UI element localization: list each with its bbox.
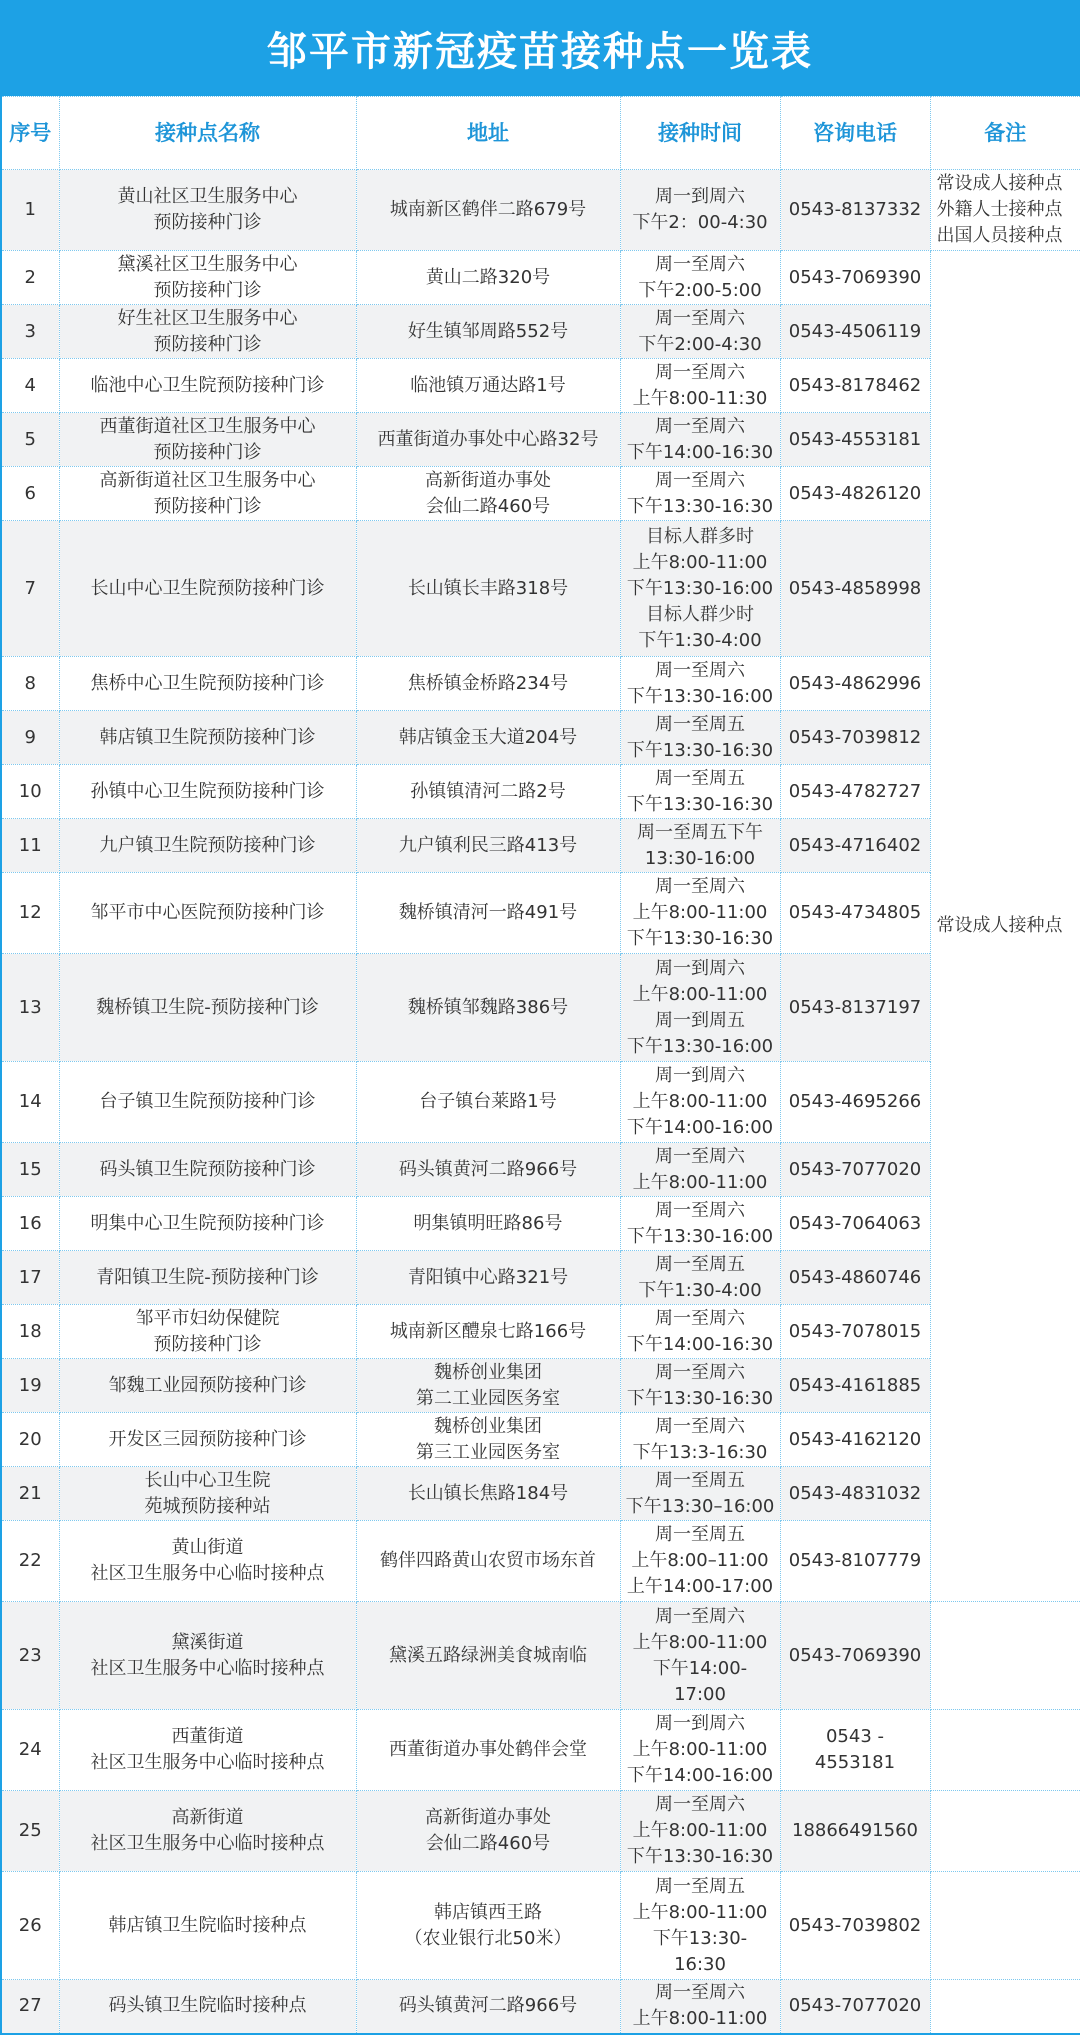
cell-seq: 19 [1,1359,59,1413]
cell-time: 目标人群多时 上午8:00-11:00 下午13:30-16:00 目标人群少时 下午1:30-4:00 [620,521,780,657]
cell-time: 周一到周六 上午8:00-11:00 下午14:00-16:00 [620,1710,780,1791]
cell-phone: 0543-7039812 [780,711,930,765]
cell-address: 魏桥创业集团 第三工业园医务室 [356,1413,620,1467]
cell-site-name: 好生社区卫生服务中心 预防接种门诊 [59,305,356,359]
cell-time: 周一至周五 上午8:00–11:00 上午14:00-17:00 [620,1521,780,1602]
cell-site-name: 临池中心卫生院预防接种门诊 [59,359,356,413]
cell-site-name: 邹平市中心医院预防接种门诊 [59,873,356,954]
table-row [1,251,1080,305]
cell-site-name: 长山中心卫生院 苑城预防接种站 [59,1467,356,1521]
cell-seq: 2 [1,251,59,305]
table-row [1,305,1080,359]
cell-seq: 23 [1,1602,59,1710]
cell-phone: 18866491560 [780,1791,930,1872]
cell-time: 周一至周六 下午13:30-16:00 [620,657,780,711]
cell-address: 孙镇镇清河二路2号 [356,765,620,819]
cell-address: 码头镇黄河二路966号 [356,1980,620,2034]
cell-address: 黄山二路320号 [356,251,620,305]
cell-seq: 22 [1,1521,59,1602]
page-title: 邹平市新冠疫苗接种点一览表 [0,0,1080,96]
cell-time: 周一至周六 上午8:00-11:00 下午13:30-16:30 [620,1791,780,1872]
table-row [1,1359,1080,1413]
cell-phone: 0543-4826120 [780,467,930,521]
cell-phone: 0543-7039802 [780,1872,930,1980]
cell-address: 城南新区鹤伴二路679号 [356,170,620,251]
table-row [1,711,1080,765]
cell-site-name: 西董街道社区卫生服务中心 预防接种门诊 [59,413,356,467]
cell-site-name: 邹平市妇幼保健院 预防接种门诊 [59,1305,356,1359]
cell-seq: 25 [1,1791,59,1872]
cell-address: 魏桥镇邹魏路386号 [356,954,620,1062]
cell-time: 周一至周六 下午14:00-16:30 [620,413,780,467]
cell-phone: 0543-4161885 [780,1359,930,1413]
cell-time: 周一至周五 下午13:30-16:30 [620,765,780,819]
cell-time: 周一至周五 下午13:30–16:00 [620,1467,780,1521]
cell-phone: 0543-4716402 [780,819,930,873]
cell-seq: 14 [1,1062,59,1143]
cell-site-name: 韩店镇卫生院预防接种门诊 [59,711,356,765]
table-row [1,819,1080,873]
cell-site-name: 长山中心卫生院预防接种门诊 [59,521,356,657]
cell-time: 周一至周六 上午8:00-11:00 下午13:30-16:30 [620,873,780,954]
table-row [1,1872,1080,1980]
cell-seq: 3 [1,305,59,359]
cell-phone: 0543-8107779 [780,1521,930,1602]
cell-site-name: 魏桥镇卫生院-预防接种门诊 [59,954,356,1062]
cell-note-empty [930,1791,1080,1872]
cell-address: 鹤伴四路黄山农贸市场东首 [356,1521,620,1602]
table-row [1,765,1080,819]
table-row [1,873,1080,954]
cell-seq: 4 [1,359,59,413]
table-row [1,521,1080,657]
header-address: 地址 [356,97,620,170]
cell-site-name: 码头镇卫生院预防接种门诊 [59,1143,356,1197]
header-time: 接种时间 [620,97,780,170]
cell-site-name: 黛溪街道 社区卫生服务中心临时接种点 [59,1602,356,1710]
cell-time: 周一至周五 下午1:30-4:00 [620,1251,780,1305]
cell-phone: 0543-7069390 [780,251,930,305]
cell-note: 常设成人接种点 外籍人士接种点 出国人员接种点 [930,170,1080,251]
cell-time: 周一到周六 下午2：00-4:30 [620,170,780,251]
cell-site-name: 九户镇卫生院预防接种门诊 [59,819,356,873]
table-header-row [1,97,1080,170]
table-row [1,467,1080,521]
cell-site-name: 黛溪社区卫生服务中心 预防接种门诊 [59,251,356,305]
header-phone: 咨询电话 [780,97,930,170]
table-row [1,1980,1080,2034]
cell-address: 台子镇台莱路1号 [356,1062,620,1143]
cell-address: 临池镇万通达路1号 [356,359,620,413]
cell-seq: 21 [1,1467,59,1521]
cell-seq: 26 [1,1872,59,1980]
table-row [1,1791,1080,1872]
table-row [1,359,1080,413]
cell-address: 码头镇黄河二路966号 [356,1143,620,1197]
cell-phone: 0543-4695266 [780,1062,930,1143]
header-notes: 备注 [930,97,1080,170]
cell-seq: 8 [1,657,59,711]
table-row [1,954,1080,1062]
cell-phone: 0543-7077020 [780,1980,930,2034]
cell-phone: 0543-8137332 [780,170,930,251]
cell-site-name: 明集中心卫生院预防接种门诊 [59,1197,356,1251]
cell-address: 魏桥镇清河一路491号 [356,873,620,954]
cell-time: 周一至周六 下午2:00-5:00 [620,251,780,305]
cell-phone: 0543-4782727 [780,765,930,819]
cell-address: 高新街道办事处 会仙二路460号 [356,1791,620,1872]
header-site-name: 接种点名称 [59,97,356,170]
cell-phone: 0543-4734805 [780,873,930,954]
cell-seq: 5 [1,413,59,467]
cell-time: 周一至周六 下午13:3-16:30 [620,1413,780,1467]
cell-phone: 0543-4553181 [780,413,930,467]
table-row [1,1467,1080,1521]
cell-address: 西董街道办事处鹤伴会堂 [356,1710,620,1791]
cell-time: 周一至周六 上午8:00-11:00 [620,1980,780,2034]
cell-site-name: 焦桥中心卫生院预防接种门诊 [59,657,356,711]
cell-seq: 24 [1,1710,59,1791]
cell-seq: 9 [1,711,59,765]
cell-note-empty [930,1710,1080,1791]
cell-time: 周一至周六 上午8:00-11:30 [620,359,780,413]
cell-address: 韩店镇西王路 （农业银行北50米） [356,1872,620,1980]
table-row [1,1602,1080,1710]
cell-phone: 0543-7064063 [780,1197,930,1251]
cell-address: 好生镇邹周路552号 [356,305,620,359]
cell-address: 高新街道办事处 会仙二路460号 [356,467,620,521]
cell-time: 周一至周五下午 13:30-16:00 [620,819,780,873]
cell-seq: 15 [1,1143,59,1197]
table-row [1,1413,1080,1467]
cell-address: 魏桥创业集团 第二工业园医务室 [356,1359,620,1413]
cell-phone: 0543-7077020 [780,1143,930,1197]
cell-address: 西董街道办事处中心路32号 [356,413,620,467]
cell-site-name: 西董街道 社区卫生服务中心临时接种点 [59,1710,356,1791]
cell-time: 周一至周五 上午8:00-11:00 下午13:30- 16:30 [620,1872,780,1980]
cell-time: 周一到周六 上午8:00-11:00 下午14:00-16:00 [620,1062,780,1143]
cell-time: 周一至周六 下午13:30-16:00 [620,1197,780,1251]
cell-seq: 7 [1,521,59,657]
table-row [1,1710,1080,1791]
cell-site-name: 邹魏工业园预防接种门诊 [59,1359,356,1413]
cell-phone: 0543-7069390 [780,1602,930,1710]
cell-address: 青阳镇中心路321号 [356,1251,620,1305]
cell-address: 焦桥镇金桥路234号 [356,657,620,711]
table-row [1,657,1080,711]
cell-seq: 18 [1,1305,59,1359]
cell-seq: 11 [1,819,59,873]
cell-seq: 27 [1,1980,59,2034]
cell-time: 周一至周六 上午8:00-11:00 [620,1143,780,1197]
cell-seq: 16 [1,1197,59,1251]
cell-site-name: 韩店镇卫生院临时接种点 [59,1872,356,1980]
cell-note-merged: 常设成人接种点 [930,251,1080,1602]
table-row [1,1521,1080,1602]
cell-seq: 12 [1,873,59,954]
header-seq: 序号 [1,97,59,170]
table-row [1,413,1080,467]
table-row [1,1062,1080,1143]
cell-time: 周一至周六 下午2:00-4:30 [620,305,780,359]
table-row [1,1197,1080,1251]
cell-address: 九户镇利民三路413号 [356,819,620,873]
cell-seq: 20 [1,1413,59,1467]
cell-note-empty [930,1872,1080,1980]
cell-time: 周一至周六 下午13:30-16:30 [620,1359,780,1413]
cell-address: 城南新区醴泉七路166号 [356,1305,620,1359]
cell-site-name: 高新街道社区卫生服务中心 预防接种门诊 [59,467,356,521]
table-row [1,170,1080,251]
cell-site-name: 台子镇卫生院预防接种门诊 [59,1062,356,1143]
cell-note-empty [930,1602,1080,1710]
cell-time: 周一至周六 下午13:30-16:30 [620,467,780,521]
cell-site-name: 高新街道 社区卫生服务中心临时接种点 [59,1791,356,1872]
cell-note-empty [930,1980,1080,2034]
cell-seq: 1 [1,170,59,251]
cell-site-name: 黄山社区卫生服务中心 预防接种门诊 [59,170,356,251]
cell-phone: 0543-8137197 [780,954,930,1062]
cell-address: 明集镇明旺路86号 [356,1197,620,1251]
cell-phone: 0543-7078015 [780,1305,930,1359]
cell-phone: 0543 - 4553181 [780,1710,930,1791]
cell-site-name: 码头镇卫生院临时接种点 [59,1980,356,2034]
table-row [1,1305,1080,1359]
cell-address: 韩店镇金玉大道204号 [356,711,620,765]
cell-time: 周一至周六 上午8:00-11:00 下午14:00- 17:00 [620,1602,780,1710]
cell-seq: 13 [1,954,59,1062]
cell-address: 长山镇长丰路318号 [356,521,620,657]
cell-phone: 0543-4862996 [780,657,930,711]
cell-site-name: 孙镇中心卫生院预防接种门诊 [59,765,356,819]
cell-phone: 0543-4162120 [780,1413,930,1467]
cell-address: 长山镇长焦路184号 [356,1467,620,1521]
cell-site-name: 黄山街道 社区卫生服务中心临时接种点 [59,1521,356,1602]
cell-time: 周一至周五 下午13:30-16:30 [620,711,780,765]
cell-phone: 0543-8178462 [780,359,930,413]
cell-seq: 17 [1,1251,59,1305]
cell-seq: 10 [1,765,59,819]
cell-phone: 0543-4858998 [780,521,930,657]
cell-time: 周一至周六 下午14:00-16:30 [620,1305,780,1359]
cell-time: 周一到周六 上午8:00-11:00 周一到周五 下午13:30-16:00 [620,954,780,1062]
cell-phone: 0543-4831032 [780,1467,930,1521]
cell-phone: 0543-4860746 [780,1251,930,1305]
table-row [1,1251,1080,1305]
cell-address: 黛溪五路绿洲美食城南临 [356,1602,620,1710]
cell-site-name: 青阳镇卫生院-预防接种门诊 [59,1251,356,1305]
vaccination-sites-table [0,96,1080,2035]
cell-seq: 6 [1,467,59,521]
cell-phone: 0543-4506119 [780,305,930,359]
table-row [1,1143,1080,1197]
cell-site-name: 开发区三园预防接种门诊 [59,1413,356,1467]
